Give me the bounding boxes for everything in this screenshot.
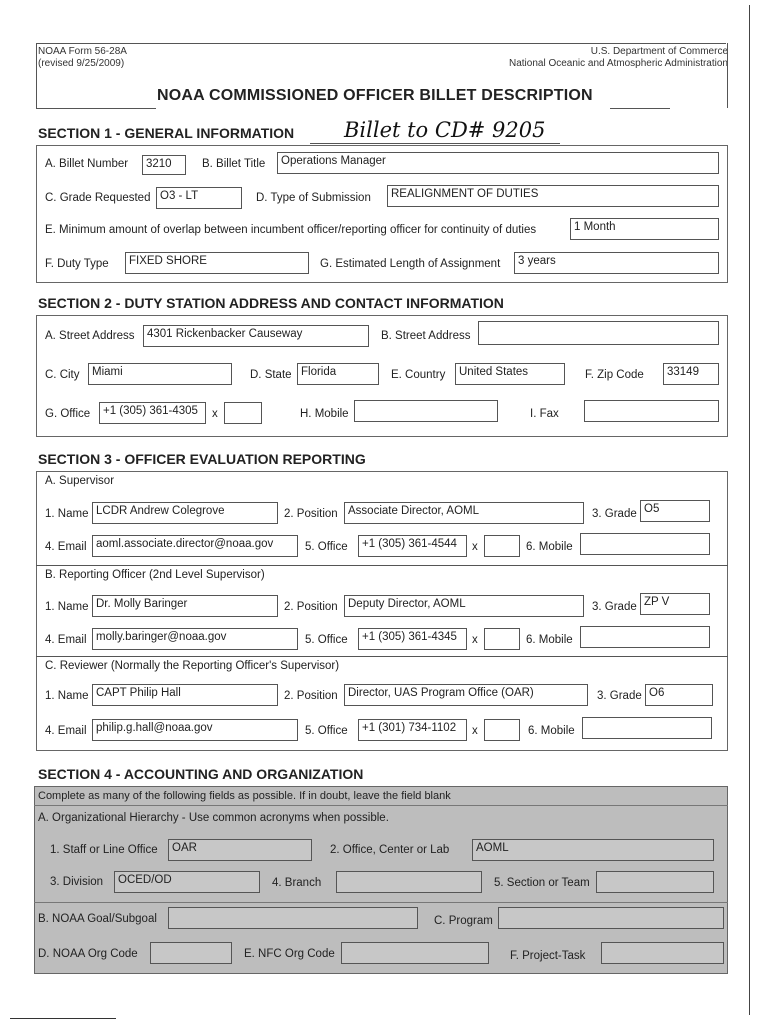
reporting-grade-field[interactable]: ZP V xyxy=(640,593,710,615)
reporting-email-label: 4. Email xyxy=(45,634,87,646)
section-3-heading: SECTION 3 - OFFICER EVALUATION REPORTING xyxy=(38,451,366,467)
supervisor-heading: A. Supervisor xyxy=(45,475,115,487)
street-address-2-field[interactable] xyxy=(478,321,719,345)
supervisor-ext-field[interactable] xyxy=(484,535,520,557)
duty-type-label: F. Duty Type xyxy=(45,258,109,270)
project-task-field[interactable] xyxy=(601,942,724,964)
reporting-grade-label: 3. Grade xyxy=(592,601,637,613)
form-title: NOAA COMMISSIONED OFFICER BILLET DESCRIPTION xyxy=(157,87,593,104)
supervisor-name-field[interactable]: LCDR Andrew Colegrove xyxy=(92,502,278,524)
section-1-heading: SECTION 1 - GENERAL INFORMATION xyxy=(38,125,295,141)
billet-number-label: A. Billet Number xyxy=(45,158,129,170)
reporting-position-label: 2. Position xyxy=(284,601,338,613)
branch-label: 4. Branch xyxy=(272,877,322,889)
nfc-org-code-label: E. NFC Org Code xyxy=(244,948,335,960)
division-field[interactable]: OCED/OD xyxy=(114,871,260,893)
office-center-lab-label: 2. Office, Center or Lab xyxy=(330,844,450,856)
reviewer-email-label: 4. Email xyxy=(45,725,87,737)
mobile-label: H. Mobile xyxy=(300,408,349,420)
reviewer-name-field[interactable]: CAPT Philip Hall xyxy=(92,684,278,706)
country-label: E. Country xyxy=(391,369,446,381)
street-address-2-label: B. Street Address xyxy=(381,330,471,342)
reviewer-office-field[interactable]: +1 (301) 734-1102 xyxy=(358,719,467,741)
staff-office-label: 1. Staff or Line Office xyxy=(50,844,158,856)
assignment-length-label: G. Estimated Length of Assignment xyxy=(320,258,501,270)
reviewer-email-field[interactable]: philip.g.hall@noaa.gov xyxy=(92,719,298,741)
branch-field[interactable] xyxy=(336,871,482,893)
duty-type-field[interactable]: FIXED SHORE xyxy=(125,252,309,274)
fax-label: I. Fax xyxy=(530,408,559,420)
supervisor-mobile-label: 6. Mobile xyxy=(526,541,573,553)
form-revision: (revised 9/25/2009) xyxy=(38,58,125,69)
supervisor-position-field[interactable]: Associate Director, AOML xyxy=(344,502,584,524)
reporting-name-field[interactable]: Dr. Molly Baringer xyxy=(92,595,278,617)
grade-requested-field[interactable]: O3 - LT xyxy=(156,187,242,209)
reporting-mobile-label: 6. Mobile xyxy=(526,634,573,646)
supervisor-grade-label: 3. Grade xyxy=(592,508,637,520)
program-field[interactable] xyxy=(498,907,724,929)
grade-requested-label: C. Grade Requested xyxy=(45,192,151,204)
reporting-office-label: 5. Office xyxy=(305,634,348,646)
street-address-label: A. Street Address xyxy=(45,330,135,342)
supervisor-email-field[interactable]: aoml.associate.director@noaa.gov xyxy=(92,535,298,557)
department-name: U.S. Department of Commerce xyxy=(590,46,728,57)
mobile-field[interactable] xyxy=(354,400,498,422)
billet-title-field[interactable]: Operations Manager xyxy=(277,152,719,174)
billet-title-label: B. Billet Title xyxy=(202,158,266,170)
supervisor-name-label: 1. Name xyxy=(45,508,89,520)
submission-type-label: D. Type of Submission xyxy=(256,192,371,204)
reviewer-ext-label: x xyxy=(472,725,478,737)
reviewer-grade-field[interactable]: O6 xyxy=(645,684,713,706)
reporting-officer-heading: B. Reporting Officer (2nd Level Supervisor) xyxy=(45,569,265,581)
section-4-heading: SECTION 4 - ACCOUNTING AND ORGANIZATION xyxy=(38,766,364,782)
fax-field[interactable] xyxy=(584,400,719,422)
supervisor-mobile-field[interactable] xyxy=(580,533,710,555)
reporting-ext-label: x xyxy=(472,634,478,646)
supervisor-position-label: 2. Position xyxy=(284,508,338,520)
office-ext-field[interactable] xyxy=(224,402,262,424)
goal-subgoal-label: B. NOAA Goal/Subgoal xyxy=(38,913,157,925)
reporting-email-field[interactable]: molly.baringer@noaa.gov xyxy=(92,628,298,650)
city-label: C. City xyxy=(45,369,80,381)
section-2-heading: SECTION 2 - DUTY STATION ADDRESS AND CONTACT INFORMATION xyxy=(38,295,504,311)
section-team-field[interactable] xyxy=(596,871,714,893)
section-4-instructions: Complete as many of the following fields as possible. If in doubt, leave the field blank xyxy=(38,790,451,802)
agency-name: National Oceanic and Atmospheric Administration xyxy=(508,58,728,69)
state-label: D. State xyxy=(250,369,292,381)
reporting-name-label: 1. Name xyxy=(45,601,89,613)
noaa-org-code-field[interactable] xyxy=(150,942,232,964)
reporting-office-field[interactable]: +1 (305) 361-4345 xyxy=(358,628,467,650)
assignment-length-field[interactable]: 3 years xyxy=(514,252,719,274)
staff-office-field[interactable]: OAR xyxy=(168,839,312,861)
project-task-label: F. Project-Task xyxy=(510,950,586,962)
city-field[interactable]: Miami xyxy=(88,363,232,385)
reporting-mobile-field[interactable] xyxy=(580,626,710,648)
zip-code-field[interactable]: 33149 xyxy=(663,363,719,385)
reporting-ext-field[interactable] xyxy=(484,628,520,650)
reviewer-grade-label: 3. Grade xyxy=(597,690,642,702)
nfc-org-code-field[interactable] xyxy=(341,942,489,964)
reviewer-office-label: 5. Office xyxy=(305,725,348,737)
overlap-field[interactable]: 1 Month xyxy=(570,218,719,240)
division-label: 3. Division xyxy=(50,876,104,888)
state-field[interactable]: Florida xyxy=(297,363,379,385)
noaa-org-code-label: D. NOAA Org Code xyxy=(38,948,138,960)
overlap-label: E. Minimum amount of overlap between incumbent officer/reporting officer for continuity of duties xyxy=(45,224,537,236)
country-field[interactable]: United States xyxy=(455,363,565,385)
org-hierarchy-heading: A. Organizational Hierarchy - Use common acronyms when possible. xyxy=(38,812,389,824)
office-ext-label: x xyxy=(212,408,218,420)
zip-code-label: F. Zip Code xyxy=(585,369,644,381)
reviewer-position-label: 2. Position xyxy=(284,690,338,702)
handwritten-note: Billet to CD# 9205 xyxy=(344,118,546,142)
section-team-label: 5. Section or Team xyxy=(494,877,590,889)
reviewer-heading: C. Reviewer (Normally the Reporting Officer's Supervisor) xyxy=(45,660,340,672)
office-phone-label: G. Office xyxy=(45,408,91,420)
supervisor-office-label: 5. Office xyxy=(305,541,348,553)
program-label: C. Program xyxy=(434,915,493,927)
office-center-lab-field[interactable]: AOML xyxy=(472,839,714,861)
supervisor-email-label: 4. Email xyxy=(45,541,87,553)
reporting-position-field[interactable]: Deputy Director, AOML xyxy=(344,595,584,617)
office-phone-field[interactable]: +1 (305) 361-4305 xyxy=(99,402,206,424)
reviewer-name-label: 1. Name xyxy=(45,690,89,702)
billet-number-field[interactable]: 3210 xyxy=(142,155,186,175)
reviewer-mobile-label: 6. Mobile xyxy=(528,725,575,737)
form-number: NOAA Form 56-28A xyxy=(38,46,127,57)
reviewer-mobile-field[interactable] xyxy=(582,717,712,739)
goal-subgoal-field[interactable] xyxy=(168,907,418,929)
supervisor-office-field[interactable]: +1 (305) 361-4544 xyxy=(358,535,467,557)
reviewer-position-field[interactable]: Director, UAS Program Office (OAR) xyxy=(344,684,588,706)
reviewer-ext-field[interactable] xyxy=(484,719,520,741)
street-address-field[interactable]: 4301 Rickenbacker Causeway xyxy=(143,325,369,347)
submission-type-field[interactable]: REALIGNMENT OF DUTIES xyxy=(387,185,719,207)
supervisor-ext-label: x xyxy=(472,541,478,553)
supervisor-grade-field[interactable]: O5 xyxy=(640,500,710,522)
